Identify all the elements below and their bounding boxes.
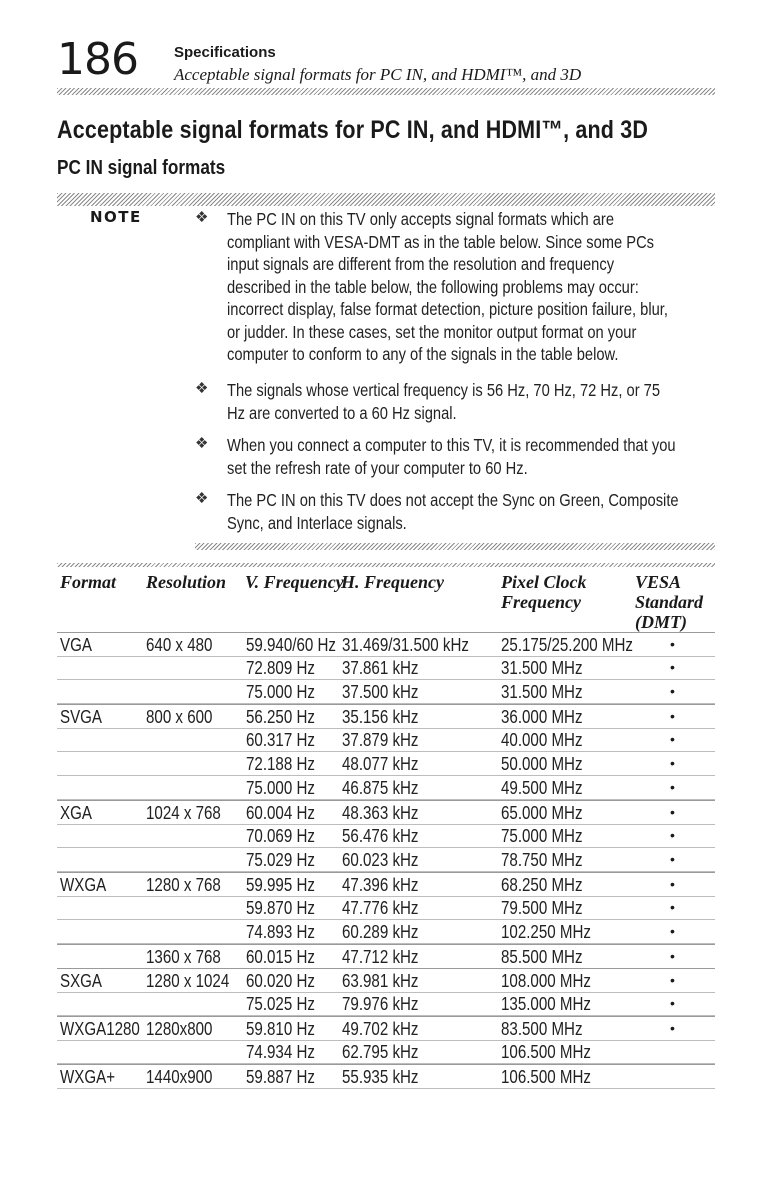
cell-v-frequency: 75.000 Hz: [246, 682, 315, 702]
cell-h-frequency: 37.861 kHz: [342, 658, 419, 678]
cell-pixel-clock: 106.500 MHz: [501, 1067, 591, 1087]
vesa-compliant-mark: •: [670, 899, 675, 915]
cell-pixel-clock: 40.000 MHz: [501, 730, 583, 750]
note-label: NOTE: [90, 208, 142, 226]
cell-h-frequency: 48.363 kHz: [342, 803, 419, 823]
cell-resolution: 1440x900: [146, 1067, 213, 1087]
col-header-resolution: Resolution: [146, 572, 227, 592]
col-header-vfreq: V. Frequency: [245, 572, 344, 592]
cell-h-frequency: 79.976 kHz: [342, 994, 419, 1014]
cell-pixel-clock: 106.500 MHz: [501, 1042, 591, 1062]
col-header-format: Format: [60, 572, 117, 592]
vesa-compliant-mark: •: [670, 779, 675, 795]
cell-resolution: 640 x 480: [146, 635, 213, 655]
cell-v-frequency: 75.000 Hz: [246, 778, 315, 798]
col-header-vesa: VESA Standard (DMT): [635, 572, 704, 632]
note-text: The PC IN on this TV only accepts signal formats which are compliant with VESA-DMT as in the table below. Since some PCs input signals are different from the resolution and frequency described in the table below, the following problems may occur: incorrect display, false format detection, picture position failure, blur, or judder. In these cases, set the monitor output format on your computer to conform to any of the signals in the table below.: [227, 209, 668, 364]
diamond-bullet-icon: ❖: [195, 435, 209, 452]
vesa-compliant-mark: •: [670, 876, 675, 892]
table-row: [57, 776, 715, 800]
cell-h-frequency: 55.935 kHz: [342, 1067, 419, 1087]
cell-v-frequency: 59.810 Hz: [246, 1019, 315, 1039]
note-text: When you connect a computer to this TV, it is recommended that you set the refresh rate of your computer to 60 Hz.: [227, 435, 676, 478]
cell-resolution: 1280x800: [146, 1019, 213, 1039]
page-number: 186: [57, 34, 138, 85]
cell-h-frequency: 60.023 kHz: [342, 850, 419, 870]
cell-resolution: 1360 x 768: [146, 947, 221, 967]
cell-v-frequency: 56.250 Hz: [246, 707, 315, 727]
cell-v-frequency: 72.188 Hz: [246, 754, 315, 774]
table-row: [57, 704, 715, 729]
table-row: [57, 656, 715, 680]
cell-pixel-clock: 108.000 MHz: [501, 971, 591, 991]
cell-v-frequency: 59.887 Hz: [246, 1067, 315, 1087]
cell-pixel-clock: 25.175/25.200 MHz: [501, 635, 633, 655]
diamond-bullet-icon: ❖: [195, 380, 209, 397]
cell-v-frequency: 70.069 Hz: [246, 826, 315, 846]
vesa-compliant-mark: •: [670, 923, 675, 939]
cell-pixel-clock: 75.000 MHz: [501, 826, 583, 846]
cell-h-frequency: 31.469/31.500 kHz: [342, 635, 469, 655]
page-title: Acceptable signal formats for PC IN, and HDMI™, and 3D: [57, 116, 649, 144]
table-row: [57, 680, 715, 704]
cell-format: SVGA: [60, 707, 103, 727]
section-heading: PC IN signal formats: [57, 157, 226, 179]
table-row: [57, 800, 715, 825]
cell-v-frequency: 59.940/60 Hz: [246, 635, 336, 655]
cell-resolution: 1280 x 768: [146, 875, 221, 895]
vesa-compliant-mark: •: [670, 948, 675, 964]
cell-v-frequency: 72.809 Hz: [246, 658, 315, 678]
cell-v-frequency: 60.015 Hz: [246, 947, 315, 967]
cell-pixel-clock: 31.500 MHz: [501, 658, 583, 678]
cell-h-frequency: 37.500 kHz: [342, 682, 419, 702]
running-section-title: Specifications: [174, 44, 276, 61]
vesa-compliant-mark: •: [670, 972, 675, 988]
note-text: The signals whose vertical frequency is 56 Hz, 70 Hz, 72 Hz, or 75 Hz are converted to a 60 Hz signal.: [227, 380, 661, 423]
cell-pixel-clock: 83.500 MHz: [501, 1019, 583, 1039]
cell-h-frequency: 47.396 kHz: [342, 875, 419, 895]
table-row: [57, 992, 715, 1016]
cell-format: XGA: [60, 803, 92, 823]
cell-h-frequency: 37.879 kHz: [342, 730, 419, 750]
table-row: [57, 1040, 715, 1064]
cell-v-frequency: 75.025 Hz: [246, 994, 315, 1014]
vesa-compliant-mark: •: [670, 804, 675, 820]
cell-pixel-clock: 31.500 MHz: [501, 682, 583, 702]
cell-pixel-clock: 135.000 MHz: [501, 994, 591, 1014]
cell-h-frequency: 47.712 kHz: [342, 947, 419, 967]
vesa-compliant-mark: •: [670, 995, 675, 1011]
cell-h-frequency: 46.875 kHz: [342, 778, 419, 798]
cell-h-frequency: 35.156 kHz: [342, 707, 419, 727]
vesa-compliant-mark: •: [670, 708, 675, 724]
table-row: [57, 848, 715, 872]
cell-pixel-clock: 85.500 MHz: [501, 947, 583, 967]
note-bottom-rule: [195, 543, 715, 550]
cell-format: VGA: [60, 635, 92, 655]
col-header-pixel-clock: Pixel Clock Frequency: [501, 572, 587, 612]
cell-h-frequency: 62.795 kHz: [342, 1042, 419, 1062]
table-row: [57, 1064, 715, 1089]
vesa-compliant-mark: •: [670, 683, 675, 699]
cell-resolution: 1280 x 1024: [146, 971, 230, 991]
cell-h-frequency: 47.776 kHz: [342, 898, 419, 918]
cell-resolution: 1024 x 768: [146, 803, 221, 823]
cell-h-frequency: 56.476 kHz: [342, 826, 419, 846]
cell-v-frequency: 74.893 Hz: [246, 922, 315, 942]
vesa-compliant-mark: •: [670, 1020, 675, 1036]
cell-format: SXGA: [60, 971, 103, 991]
vesa-compliant-mark: •: [670, 827, 675, 843]
cell-format: WXGA+: [60, 1067, 116, 1087]
col-header-hfreq: H. Frequency: [341, 572, 444, 592]
table-row: [57, 944, 715, 969]
cell-v-frequency: 74.934 Hz: [246, 1042, 315, 1062]
cell-pixel-clock: 68.250 MHz: [501, 875, 583, 895]
table-row: [57, 896, 715, 920]
table-row: [57, 920, 715, 944]
cell-pixel-clock: 79.500 MHz: [501, 898, 583, 918]
diamond-bullet-icon: ❖: [195, 490, 209, 507]
cell-v-frequency: 60.004 Hz: [246, 803, 315, 823]
table-row: [57, 968, 715, 993]
cell-resolution: 800 x 600: [146, 707, 213, 727]
table-row: [57, 728, 715, 752]
table-row: [57, 752, 715, 776]
cell-v-frequency: 59.995 Hz: [246, 875, 315, 895]
vesa-compliant-mark: •: [670, 851, 675, 867]
cell-h-frequency: 48.077 kHz: [342, 754, 419, 774]
cell-h-frequency: 63.981 kHz: [342, 971, 419, 991]
cell-format: WXGA: [60, 875, 107, 895]
cell-pixel-clock: 49.500 MHz: [501, 778, 583, 798]
cell-pixel-clock: 78.750 MHz: [501, 850, 583, 870]
table-row: [57, 1016, 715, 1041]
cell-pixel-clock: 36.000 MHz: [501, 707, 583, 727]
cell-pixel-clock: 50.000 MHz: [501, 754, 583, 774]
table-row: [57, 824, 715, 848]
cell-v-frequency: 60.317 Hz: [246, 730, 315, 750]
cell-v-frequency: 75.029 Hz: [246, 850, 315, 870]
note-top-rule: [57, 193, 715, 206]
header-rule: [57, 88, 715, 95]
running-subtitle: Acceptable signal formats for PC IN, and HDMI™, and 3D: [174, 65, 582, 84]
table-row: [57, 872, 715, 897]
diamond-bullet-icon: ❖: [195, 209, 209, 226]
cell-h-frequency: 49.702 kHz: [342, 1019, 419, 1039]
vesa-compliant-mark: •: [670, 731, 675, 747]
table-top-rule: [57, 563, 715, 567]
cell-v-frequency: 60.020 Hz: [246, 971, 315, 991]
cell-pixel-clock: 65.000 MHz: [501, 803, 583, 823]
vesa-compliant-mark: •: [670, 636, 675, 652]
cell-format: WXGA1280: [60, 1019, 140, 1039]
vesa-compliant-mark: •: [670, 659, 675, 675]
table-row: [57, 632, 715, 657]
cell-pixel-clock: 102.250 MHz: [501, 922, 591, 942]
cell-h-frequency: 60.289 kHz: [342, 922, 419, 942]
vesa-compliant-mark: •: [670, 755, 675, 771]
cell-v-frequency: 59.870 Hz: [246, 898, 315, 918]
note-text: The PC IN on this TV does not accept the Sync on Green, Composite Sync, and Interlace signals.: [227, 490, 679, 533]
